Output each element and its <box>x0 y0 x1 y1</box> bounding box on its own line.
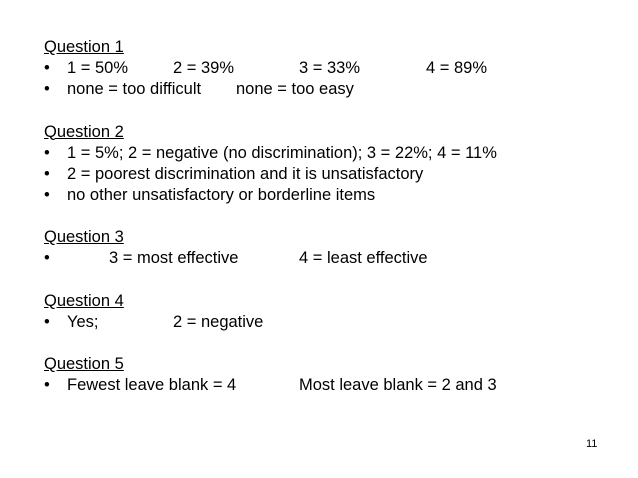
question-2-bullet-3 <box>44 185 624 206</box>
question-3-most-effective: 3 = most effective <box>109 249 239 268</box>
question-2-poorest-note: 2 = poorest discrimination and it is unsatisfactory <box>67 164 424 183</box>
question-2-other-items-note: no other unsatisfactory or borderline items <box>67 186 376 205</box>
bullet-icon: • <box>44 249 50 268</box>
question-1-option-2: 2 = 39% <box>173 59 235 77</box>
question-5-section <box>44 353 624 396</box>
bullet-icon: • <box>44 164 50 183</box>
question-5-heading: Question 5 <box>44 355 124 374</box>
question-1-difficult-note: none = too difficult <box>67 80 202 99</box>
question-4-section <box>44 290 624 333</box>
question-3-section <box>44 226 624 269</box>
question-3-bullet-1 <box>44 248 624 269</box>
question-4-heading: Question 4 <box>44 291 124 310</box>
bullet-icon: • <box>44 376 50 395</box>
bullet-icon: • <box>44 186 50 205</box>
bullet-icon: • <box>44 80 50 99</box>
question-1-option-3: 3 = 33% <box>299 59 361 77</box>
slide-content <box>44 36 624 416</box>
question-2-heading: Question 2 <box>44 122 124 141</box>
question-2-section <box>44 121 624 207</box>
question-3-least-effective: 4 = least effective <box>299 249 428 268</box>
question-1-section <box>44 36 624 101</box>
question-1-heading: Question 1 <box>44 38 124 56</box>
question-1-bullet-1 <box>44 58 624 79</box>
page-number: 11 <box>586 438 598 450</box>
bullet-icon: • <box>44 143 50 162</box>
question-4-answer: Yes; <box>67 312 99 331</box>
question-4-negative-note: 2 = negative <box>173 312 264 331</box>
question-2-bullet-2 <box>44 164 624 185</box>
question-5-bullet-1 <box>44 375 624 396</box>
question-1-bullet-2 <box>44 79 624 100</box>
question-2-bullet-1 <box>44 143 624 164</box>
question-1-easy-note: none = too easy <box>236 80 354 99</box>
question-2-discrimination-values: 1 = 5%; 2 = negative (no discrimination); 3 = 22%; 4 = 11% <box>67 143 497 162</box>
question-5-fewest-blank: Fewest leave blank = 4 <box>67 376 237 395</box>
question-3-heading: Question 3 <box>44 228 124 247</box>
question-5-most-blank: Most leave blank = 2 and 3 <box>299 376 497 395</box>
bullet-icon: • <box>44 59 50 77</box>
question-4-bullet-1 <box>44 312 624 333</box>
bullet-icon: • <box>44 312 50 331</box>
question-1-option-4: 4 = 89% <box>426 59 488 77</box>
question-1-option-1: 1 = 50% <box>67 59 129 77</box>
